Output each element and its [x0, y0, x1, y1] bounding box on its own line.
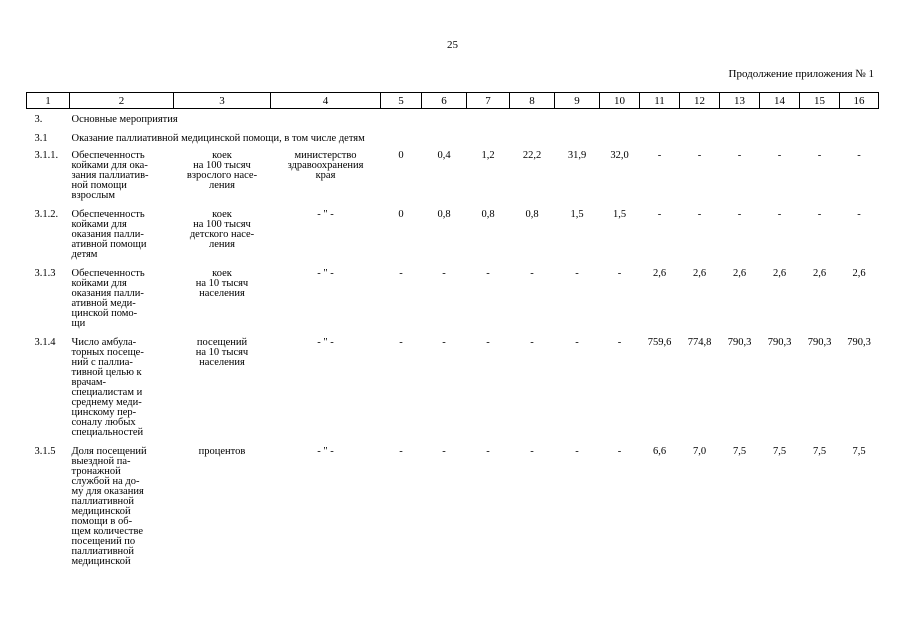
value-cell: 0 — [398, 209, 404, 220]
value-cell: - — [530, 337, 534, 348]
table-row — [27, 265, 879, 334]
header-col: 7 — [467, 93, 510, 109]
value-cell: 2,6 — [812, 268, 827, 279]
value-cell: - — [575, 337, 579, 348]
value-cell: - — [737, 209, 742, 220]
value-cell: 7,5 — [812, 446, 827, 457]
value-cell: - — [617, 268, 622, 279]
indicator-name: Обеспеченность койками для оказания палли- ативной меди- цинской помо- щи — [71, 268, 145, 329]
row-number: 3.1.4 — [34, 337, 56, 348]
subsection-number: 3.1 — [34, 133, 48, 144]
value-cell: - — [617, 446, 622, 457]
indicator-name: Обеспеченность койками для ока- зания паллиатив- ной помощи взрослым — [71, 150, 149, 201]
header-col: 11 — [640, 93, 680, 109]
value-cell: - — [817, 150, 822, 161]
header-col: 2 — [70, 93, 174, 109]
indicator-name: Число амбула- торных посеще- ний с паллиа- тивной целью к врачам- специалистам и среднему меди- цинскому пер- соналу любых специальностей — [71, 337, 144, 438]
value-cell: - — [697, 150, 702, 161]
value-cell: 774,8 — [687, 337, 712, 348]
value-cell: 2,6 — [652, 268, 667, 279]
value-cell: 1,2 — [481, 150, 495, 161]
header-col: 1 — [27, 93, 70, 109]
value-cell: - — [575, 446, 579, 457]
unit-of-measure: коек на 100 тысяч взрослого насе- ления — [186, 150, 258, 191]
value-cell: - — [399, 446, 403, 457]
unit-of-measure: коек на 100 тысяч детского насе- ления — [189, 209, 255, 250]
value-cell: - — [486, 337, 490, 348]
indicators-table — [26, 92, 879, 572]
value-cell: 7,0 — [692, 446, 707, 457]
value-cell: 790,3 — [727, 337, 752, 348]
value-cell: 22,2 — [522, 150, 542, 161]
continuation-note: Продолжение приложения № 1 — [728, 68, 874, 80]
table-row — [27, 443, 879, 572]
value-cell: 2,6 — [772, 268, 787, 279]
value-cell: 2,6 — [692, 268, 707, 279]
responsible-org: - " - — [317, 268, 334, 279]
header-col: 12 — [680, 93, 720, 109]
value-cell: 0 — [398, 150, 404, 161]
value-cell: - — [442, 268, 446, 279]
header-col: 13 — [720, 93, 760, 109]
header-col: 8 — [510, 93, 555, 109]
value-cell: 0,8 — [481, 209, 495, 220]
value-cell: - — [399, 337, 403, 348]
value-cell: 7,5 — [772, 446, 787, 457]
unit-of-measure: процентов — [198, 446, 246, 457]
value-cell: - — [777, 150, 782, 161]
value-cell: 1,5 — [570, 209, 584, 220]
value-cell: - — [817, 209, 822, 220]
responsible-org: - " - — [317, 209, 334, 220]
value-cell: 31,9 — [567, 150, 587, 161]
value-cell: 2,6 — [732, 268, 747, 279]
value-cell: 7,5 — [732, 446, 747, 457]
value-cell: - — [530, 268, 534, 279]
header-col: 10 — [600, 93, 640, 109]
value-cell: 790,3 — [807, 337, 832, 348]
value-cell: - — [442, 337, 446, 348]
header-col: 14 — [760, 93, 800, 109]
value-cell: - — [442, 446, 446, 457]
value-cell: 0,8 — [437, 209, 451, 220]
value-cell: 759,6 — [647, 337, 672, 348]
value-cell: - — [737, 150, 742, 161]
value-cell: - — [486, 268, 490, 279]
value-cell: - — [857, 150, 861, 161]
value-cell: 790,3 — [767, 337, 792, 348]
value-cell: 7,5 — [852, 446, 866, 457]
responsible-org: - " - — [317, 337, 334, 348]
value-cell: - — [617, 337, 622, 348]
header-col: 9 — [555, 93, 600, 109]
value-cell: 1,5 — [612, 209, 627, 220]
indicator-name: Обеспеченность койками для оказания палли- ативной помощи детям — [71, 209, 147, 260]
page-number: 25 — [447, 39, 458, 51]
header-col: 3 — [174, 93, 271, 109]
value-cell: 32,0 — [610, 150, 629, 161]
header-col: 4 — [271, 93, 381, 109]
row-number: 3.1.3 — [34, 268, 56, 279]
header-col: 15 — [800, 93, 840, 109]
value-cell: - — [657, 209, 662, 220]
value-cell: - — [777, 209, 782, 220]
section-title: Основные мероприятия — [71, 114, 178, 125]
value-cell: - — [399, 268, 403, 279]
value-cell: 790,3 — [847, 337, 871, 348]
value-cell: - — [486, 446, 490, 457]
section-number: 3. — [34, 114, 43, 125]
subsection-row — [27, 128, 879, 147]
value-cell: 0,8 — [525, 209, 539, 220]
section-row — [27, 109, 879, 129]
value-cell: - — [857, 209, 861, 220]
row-number: 3.1.5 — [34, 446, 56, 457]
header-row — [27, 93, 879, 109]
header-col: 6 — [422, 93, 467, 109]
value-cell: - — [657, 150, 662, 161]
indicator-name: Доля посещений выездной па- тронажной службой на до- му для оказания паллиативной медицинской помощи в об- щем количестве посещений по паллиативной медицинской — [71, 446, 147, 567]
responsible-org: министерство здравоохранения края — [287, 150, 364, 181]
subsection-title: Оказание паллиативной медицинской помощи, в том числе детям — [71, 133, 365, 144]
value-cell: - — [697, 209, 702, 220]
row-number: 3.1.2. — [34, 209, 59, 220]
table-row — [27, 334, 879, 443]
value-cell: 6,6 — [652, 446, 667, 457]
unit-of-measure: коек на 10 тысяч населения — [195, 268, 249, 299]
row-number: 3.1.1. — [34, 150, 59, 161]
unit-of-measure: посещений на 10 тысяч населения — [195, 337, 249, 368]
responsible-org: - " - — [317, 446, 334, 457]
value-cell: 2,6 — [852, 268, 866, 279]
value-cell: - — [575, 268, 579, 279]
header-col: 5 — [381, 93, 422, 109]
value-cell: 0,4 — [437, 150, 451, 161]
table-row — [27, 147, 879, 206]
value-cell: - — [530, 446, 534, 457]
header-col: 16 — [840, 93, 879, 109]
table-row — [27, 206, 879, 265]
